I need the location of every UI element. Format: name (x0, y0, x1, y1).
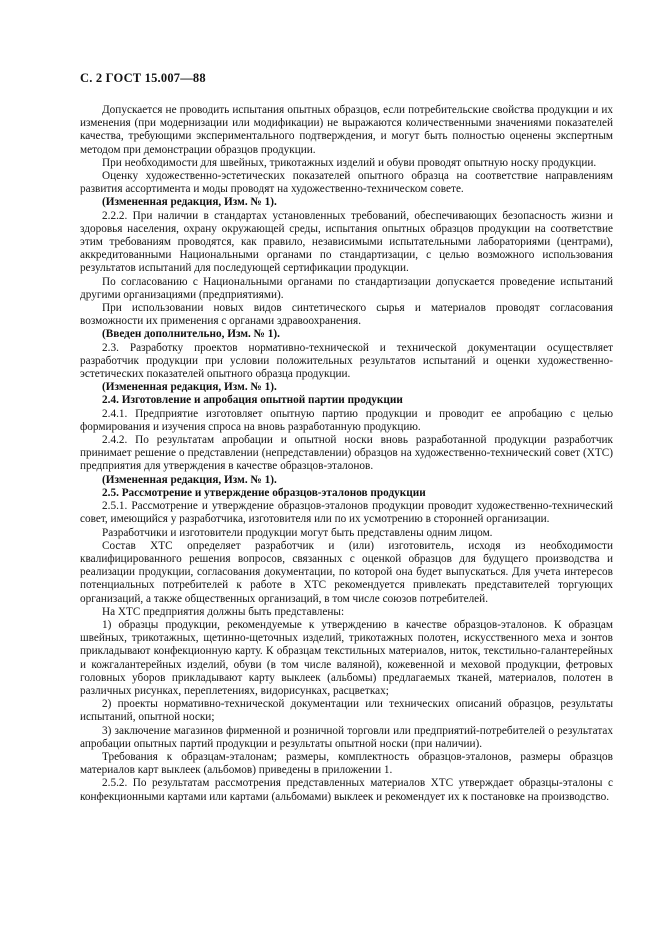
paragraph: Требования к образцам-эталонам; размеры, комплектность образцов-эталонов, размеры образцов материалов карт выклеек (альбомов) приведены в приложении 1. (80, 750, 613, 777)
paragraph: Допускается не проводить испытания опытных образцов, если потребительские свойства продукции и их изменения (при модернизации или модификации) не выражаются количественными значениями показателей качества, требующими экспериментального подтверждения, и могут быть полностью оценены экспертным методом при демонстрации образцов продукции. (80, 104, 613, 156)
paragraph: 2.5.2. По результатам рассмотрения представленных материалов ХТС утверждает образцы-эталоны с конфекционными картами или картами (альбомами) выклеек и рекомендует их к постановке на производство. (80, 777, 613, 803)
paragraph: При необходимости для швейных, трикотажных изделий и обуви проводят опытную носку продукции. (102, 156, 597, 169)
paragraph: На ХТС предприятия должны быть представлены: (102, 605, 345, 618)
section-heading: (Измененная редакция, Изм. № 1). (102, 196, 277, 209)
document-body (80, 104, 613, 804)
paragraph: 1) образцы продукции, рекомендуемые к утверждению в качестве образцов-эталонов. К образцам швейных, трикотажных, щетинно-щеточных изделий, трикотажных полотен, искусственного меха и зонтов прикладывают конфекционную карту. К образцам текстильных материалов, ниток, текстильно-галантерейных и кожгалантерейных изделий, обуви (в том числе валяной), кожевенной и меховой продукции, фетровых головных уборов прикладывают карту выклеек (альбомы) предлагаемых тканей, материалов, полотен в различных рисунках, переплетениях, видорисунках, расцветках; (80, 618, 613, 697)
paragraph: 2.4.1. Предприятие изготовляет опытную партию продукции и проводит ее апробацию с целью формирования и изучения спроса на вновь разработанную продукцию. (80, 407, 613, 433)
paragraph: 3) заключение магазинов фирменной и розничной торговли или предприятий-потребителей о результатах апробации опытных партий продукции и результаты опытной носки (при наличии). (80, 724, 613, 750)
paragraph: 2.2.2. При наличии в стандартах установленных требований, обеспечивающих безопасность жизни и здоровья населения, охрану окружающей среды, испытания опытных образцов продукции на соответствие этим требованиям проводятся, как правило, независимыми испытательными лабораториями (центрами), аккредитованными Национальными органами по стандартизации, с целью возможного использования результатов испытаний для последующей сертификации продукции. (80, 209, 613, 275)
paragraph: 2.4.2. По результатам апробации и опытной носки вновь разработанной продукции разработчик принимает решение о представлении (непредставлении) образцов на художественно-технический совет (ХТС) предприятия для утверждения в качестве образцов-эталонов. (80, 434, 613, 473)
paragraph: Состав ХТС определяет разработчик и (или) изготовитель, исходя из необходимости квалифицированного решения вопросов, связанных с оценкой образцов для будущего производства и реализации продукции, согласования документации, по которой она будет выпускаться. Для учета интересов потенциальных потребителей к работе в ХТС рекомендуется привлекать представителей торгующих организаций, а также общественных организаций, в том числе союзов потребителей. (80, 539, 613, 605)
paragraph: По согласованию с Национальными органами по стандартизации допускается проведение испытаний другими организациями (предприятиями). (80, 275, 613, 301)
section-heading: (Измененная редакция, Изм. № 1). (102, 381, 277, 394)
paragraph: 2.5.1. Рассмотрение и утверждение образцов-эталонов продукции проводит художественно-технический совет, имеющийся у разработчика, изготовителя или по их усмотрению в сторонней организации. (80, 500, 613, 526)
paragraph: Оценку художественно-эстетических показателей опытного образца на соответствие направлениям развития ассортимента и моды проводят на художественно-техническом совете. (80, 170, 613, 196)
paragraph: Разработчики и изготовители продукции могут быть представлены одним лицом. (102, 526, 493, 539)
page-header: С. 2 ГОСТ 15.007—88 (80, 71, 206, 85)
paragraph: При использовании новых видов синтетического сырья и материалов проводят согласования возможности их применения с органами здравоохранения. (80, 302, 613, 328)
paragraph: 2.3. Разработку проектов нормативно-технической и технической документации осуществляет разработчик продукции при условии положительных результатов испытаний и оценки художественно-эстетических показателей опытного образца продукции. (80, 341, 613, 381)
section-heading: (Измененная редакция, Изм. № 1). (102, 473, 277, 486)
section-heading: 2.5. Рассмотрение и утверждение образцов-эталонов продукции (102, 486, 426, 499)
paragraph: 2) проекты нормативно-технической документации или технических описаний образцов, результаты испытаний, опытной носки; (80, 698, 613, 724)
section-heading: 2.4. Изготовление и апробация опытной партии продукции (102, 394, 403, 407)
section-heading: (Введен дополнительно, Изм. № 1). (102, 328, 280, 341)
